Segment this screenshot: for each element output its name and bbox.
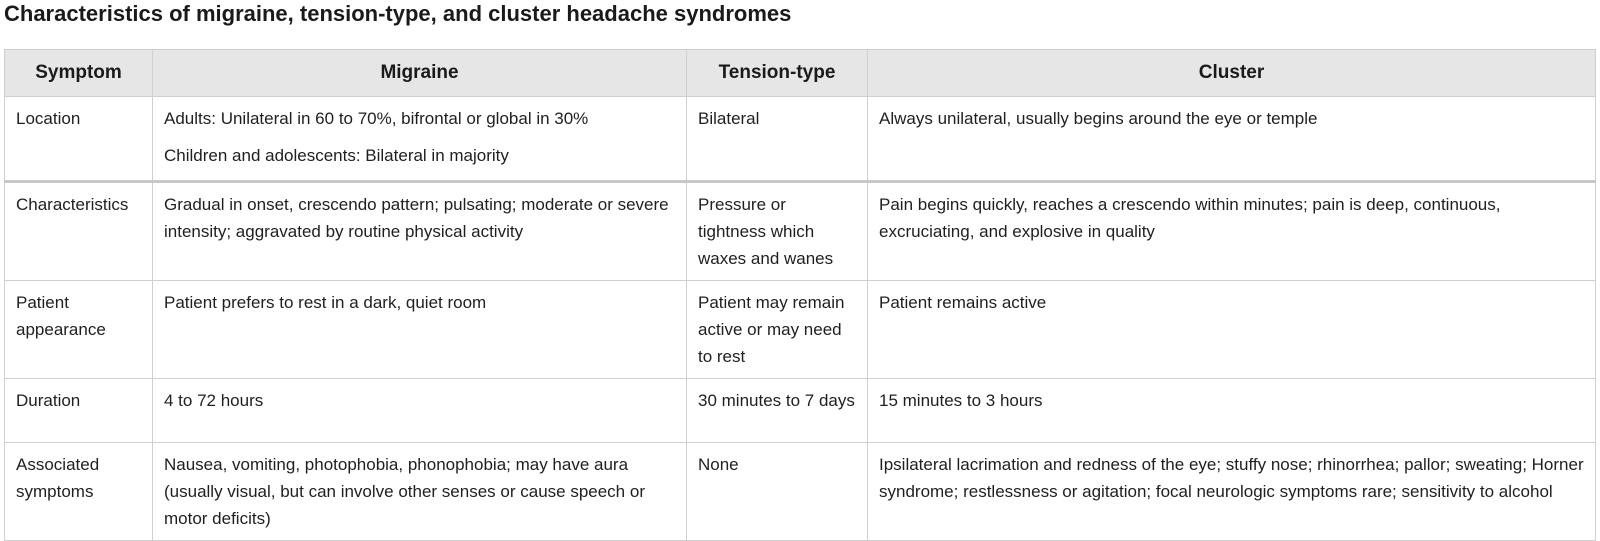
cell-migraine: Gradual in onset, crescendo pattern; pulsating; moderate or severe intensity; aggravated by routine physical activity [153,182,687,281]
table-row-duration [5,379,1596,443]
cell-migraine-children: Children and adolescents: Bilateral in majority [164,146,509,165]
cell-symptom: Characteristics [5,182,153,281]
cell-tension-type: 30 minutes to 7 days [687,379,868,443]
cell-cluster: Always unilateral, usually begins around the eye or temple [868,97,1596,182]
cell-tension-type: Pressure or tightness which waxes and wanes [687,182,868,281]
cell-cluster: Pain begins quickly, reaches a crescendo within minutes; pain is deep, continuous, excruciating, and explosive in quality [868,182,1596,281]
headache-comparison-table [4,49,1596,541]
cell-tension-type: Bilateral [687,97,868,182]
table-row-patient-appearance [5,281,1596,379]
cell-migraine-adults: Adults: Unilateral in 60 to 70%, bifrontal or global in 30% [164,109,589,128]
cell-migraine: 4 to 72 hours [153,379,687,443]
cell-tension-type: Patient may remain active or may need to rest [687,281,868,379]
cell-migraine [153,97,687,182]
page-title: Characteristics of migraine, tension-type, and cluster headache syndromes [4,1,792,26]
cell-symptom: Location [5,97,153,182]
column-header-symptom: Symptom [5,50,153,97]
column-header-tension-type: Tension-type [687,50,868,97]
cell-symptom: Duration [5,379,153,443]
cell-cluster: Ipsilateral lacrimation and redness of the eye; stuffy nose; rhinorrhea; pallor; sweating; Horner syndrome; restlessness or agitation; focal neurologic symptoms rare; sensitivity to alcohol [868,443,1596,541]
table-row-associated-symptoms [5,443,1596,541]
column-header-migraine: Migraine [153,50,687,97]
cell-tension-type: None [687,443,868,541]
table-row-characteristics [5,182,1596,281]
cell-migraine: Patient prefers to rest in a dark, quiet room [153,281,687,379]
cell-cluster: 15 minutes to 3 hours [868,379,1596,443]
table-header-row [5,50,1596,97]
cell-cluster: Patient remains active [868,281,1596,379]
cell-migraine: Nausea, vomiting, photophobia, phonophobia; may have aura (usually visual, but can involve other senses or cause speech or motor deficits) [153,443,687,541]
column-header-cluster: Cluster [868,50,1596,97]
cell-symptom: Associated symptoms [5,443,153,541]
table-row-location [5,97,1596,182]
cell-symptom: Patient appearance [5,281,153,379]
